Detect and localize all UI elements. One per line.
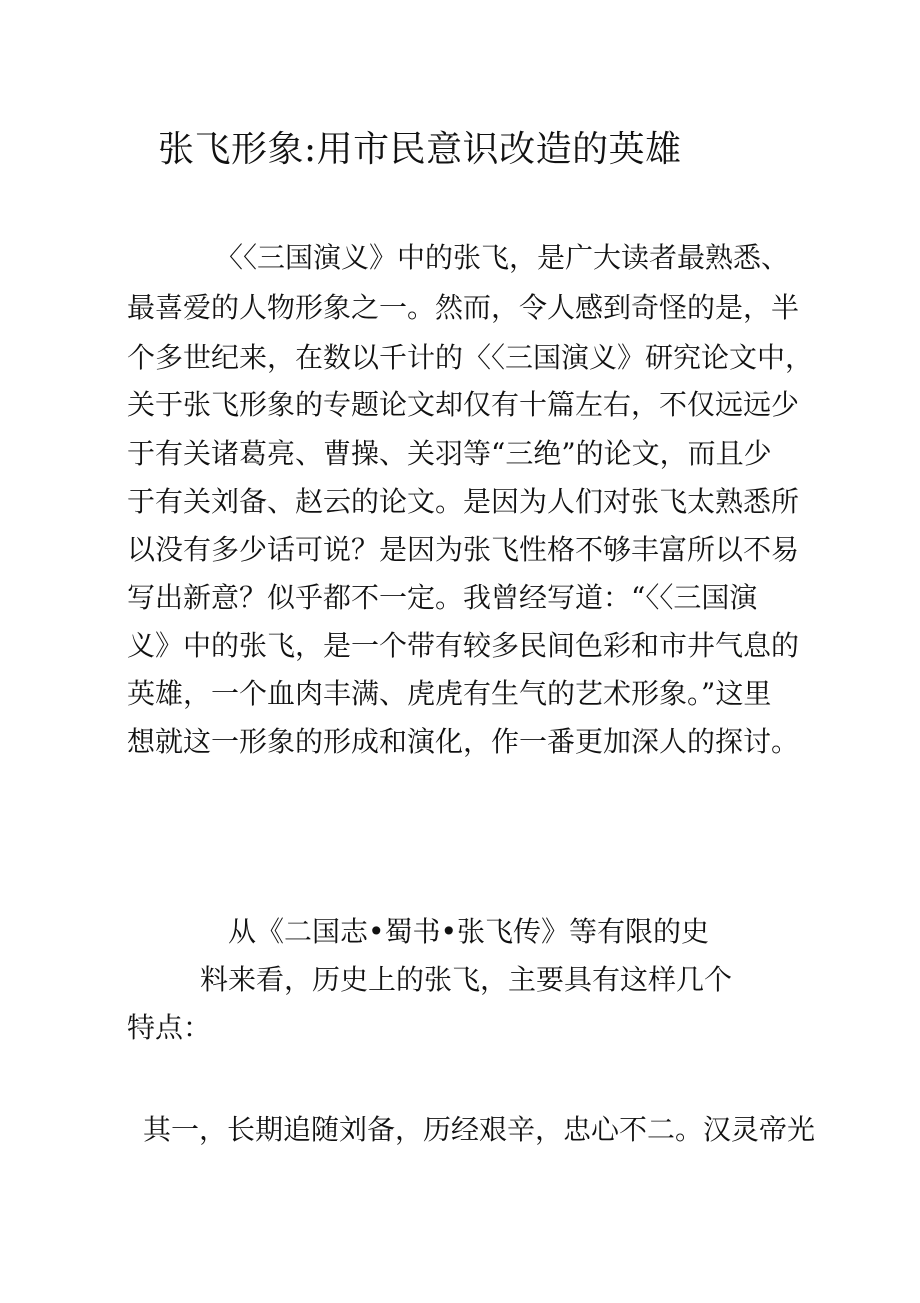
text-line: 写出新意？似乎都不一定。我曾经写道：“〈〈三国演 [127, 581, 758, 614]
document-title: 张飞形象:用市民意识改造的英雄 [158, 129, 682, 170]
text-line: 个多世纪来，在数以千计的〈〈三国演义》研究论文中， [127, 341, 814, 374]
text-line: 以没有多少话可说？是因为张飞性格不够丰富所以不易 [127, 533, 800, 566]
text-line: 于有关刘备、赵云的论文。是因为人们对张飞太熟悉所 [127, 485, 800, 518]
text-line: 从《二国志•蜀书•张飞传》等有限的史 [228, 915, 710, 948]
text-line: 〈〈三国演义》中的张飞，是广大读者最熟悉、 [215, 241, 790, 274]
text-line: 特点： [127, 1011, 212, 1044]
text-line: 最喜爱的人物形象之一。然而，令人感到奇怪的是，半 [127, 291, 800, 324]
text-line: 英雄，一个血肉丰满、虎虎有生气的艺术形象。”这里 [127, 677, 772, 710]
text-line: 料来看，历史上的张飞，主要具有这样几个 [200, 963, 733, 996]
text-line: 义》中的张飞，是一个带有较多民间色彩和市井气息的 [127, 629, 800, 662]
text-line: 关于张飞形象的专题论文却仅有十篇左右，不仅远远少 [127, 388, 800, 421]
text-line: 其一，长期追随刘备，历经艰辛，忠心不二。汉灵帝光 [143, 1113, 816, 1146]
text-line: 于有关诸葛亮、曹操、关羽等“三绝”的论文，而且少 [127, 437, 772, 470]
text-line: 想就这一形象的形成和演化，作一番更加深人的探讨。 [127, 725, 800, 758]
